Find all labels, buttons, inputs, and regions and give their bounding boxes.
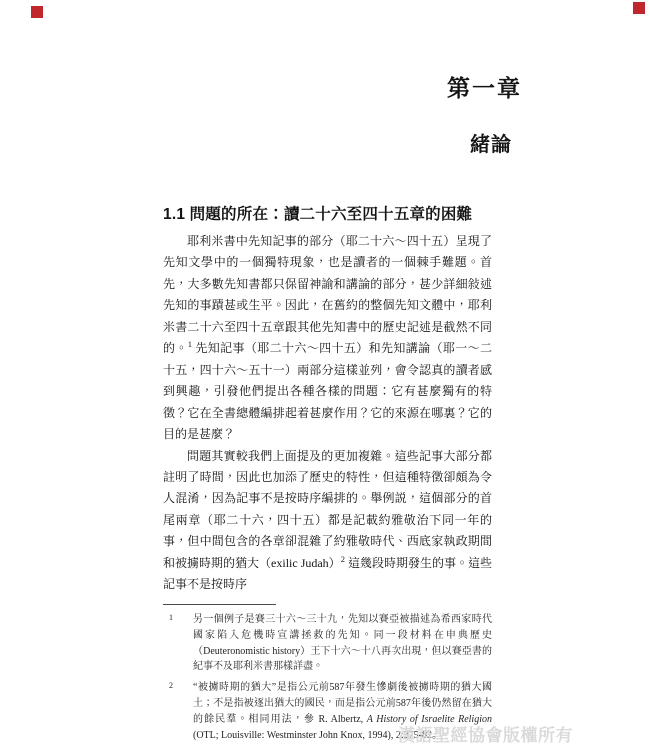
section-heading: 1.1 問題的所在：讀二十六至四十五章的困難	[163, 206, 473, 223]
text-run: 另一個例子是賽三十六～三十九，先知以賽亞被描述為希西家時代國家陷入危機時宣講拯救的先知。同一段材料在申典歷史（Deuteronomistic history）王下十六～十八再次出現，但以賽亞書的紀事不及耶利米書那樣詳盡。	[193, 613, 492, 673]
italic-book-title: A History of Israelite Religion	[366, 714, 492, 726]
red-corner-mark-right	[633, 2, 645, 14]
footnote-ref: 2	[340, 553, 345, 564]
body-paragraph-1	[163, 231, 492, 446]
body-paragraph-2	[163, 446, 492, 596]
chapter-title: 緒論	[470, 134, 512, 156]
publisher-watermark: 漢語聖經協會版權所有	[398, 726, 573, 745]
text-run: 這幾段時期發生的事。這些記事不是按時序	[163, 555, 492, 592]
footnote-1	[163, 612, 492, 676]
footnote-ref: 1	[187, 339, 192, 350]
page-content	[163, 202, 492, 744]
footnote-marker-2: 2	[169, 681, 173, 691]
text-run: “被擄時期的猶大”是指公元前587年發生慘劇後被擄時期的猶大國土；不是指被逐出猶大的國民，而是指公元前587年後仍然留在猶大的餘民羣。相同用法，參 R. Albertz,	[193, 682, 492, 726]
footnote-marker-1: 1	[169, 612, 173, 622]
text-run: 先知記事（耶二十六～四十五）和先知講論（耶一～二十五，四十六～五十一）兩部分這樣並列，會令認真的讀者感到興趣，引發他們提出各種各樣的問題：它有甚麼獨有的特徵？它在全書總體編排起着甚麼作用？它的來源在哪裏？它的目的是甚麼？	[163, 341, 492, 442]
chapter-number: 第一章	[447, 76, 522, 101]
text-run: 耶利米書中先知記事的部分（耶二十六～四十五）呈現了先知文學中的一個獨特現象，也是讀者的一個棘手難題。首先，大多數先知書都只保留神諭和講論的部分，甚少詳細敍述先知的事蹟甚或生平。因此，在舊約的整個先知文體中，耶利米書二十六至四十五章跟其他先知書中的歷史記述是截然不同的。	[163, 234, 492, 356]
footnote-separator	[163, 604, 276, 605]
text-run: 問題其實較我們上面提及的更加複雜。這些記事大部分都註明了時間，因此也加添了歷史的特性，但這種特徵卻頗為令人混淆，因為記事不是按時序編排的。舉例説，這個部分的首尾兩章（耶二十六，四十五）都是記載約雅敬治下同一年的事，但中間包含的各章卻混雜了約雅敬時代、西底家執政期間和被擄時期的猶大（exilic Judah）	[163, 448, 492, 570]
footnote-text-1	[193, 612, 492, 676]
red-corner-mark-left	[31, 6, 43, 18]
text-run: (OTL; Louisville: Westminster John Knox, 1994), 2:375-82。	[193, 730, 442, 742]
